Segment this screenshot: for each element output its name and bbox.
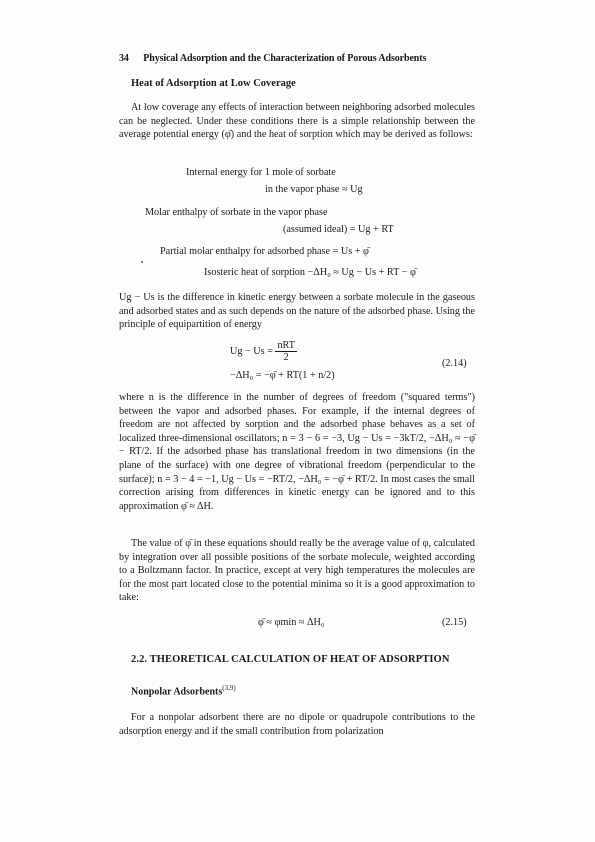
running-header: [119, 53, 426, 64]
fraction-numerator: nRT: [277, 340, 295, 351]
paragraph-degrees-of-freedom: where n is the difference in the number of degrees of freedom ("squared terms") between the vapor and adsorbed phases. For example, if the internal degrees of freedom are not affected by sorption and the adsorbed phase behaves as a set of localized three-dimensional oscillators; n = 3 − 6 = −3, Ug − Us = −3kT/2, −ΔH₀ ≈ −φ̄ − RT/2. If the adsorbed phase has translational freedom in two dimensions (in the plane of the surface) with one degree of vibrational freedom (perpendicular to the surface); n = 3 − 4 = −1, Ug − Us = −RT/2, −ΔH₀ = −φ̄ + RT/2. In most cases the small correction arising from differences in kinetic energy can be ignored and to this approximation φ̄ ≈ ΔH.: [119, 392, 475, 512]
equation-2-14-line-1: [230, 340, 297, 363]
derivation-line-3: Molar enthalpy of sorbate in the vapor phase: [145, 207, 328, 218]
running-title: Physical Adsorption and the Characterization of Porous Adsorbents: [143, 53, 427, 64]
equation-number-2-14: (2.14): [442, 358, 467, 369]
paragraph-kinetic-energy: Ug − Us is the difference in kinetic energy between a sorbate molecule in the gaseous and adsorbed states and as such depends on the nature of the adsorbed phase. Using the principle of equipartition of energy: [119, 292, 475, 331]
reference-superscript: (3,9): [222, 684, 236, 692]
equation-2-14-line-2: −ΔH₀ = −φ̄ + RT(1 + n/2): [230, 370, 335, 381]
equation-number-2-15: (2.15): [442, 617, 467, 628]
equation-2-15: φ̄ ≈ φmin ≈ ΔH₀: [258, 617, 325, 628]
derivation-line-5: Partial molar enthalpy for adsorbed phase = Us + φ̄: [160, 246, 369, 257]
fraction-denominator: 2: [283, 352, 289, 363]
derivation-line-4: (assumed ideal) = Ug + RT: [283, 224, 394, 235]
derivation-line-6: Isosteric heat of sorption −ΔH₀ ≈ Ug − Us + RT − φ̄: [204, 267, 416, 278]
equation-lhs: Ug − Us =: [230, 345, 276, 357]
subsection-title: Heat of Adsorption at Low Coverage: [131, 78, 296, 89]
section-heading: 2.2. THEORETICAL CALCULATION OF HEAT OF ADSORPTION: [131, 654, 450, 665]
paragraph-nonpolar: For a nonpolar adsorbent there are no dipole or quadrupole contributions to the adsorption energy and if the small contribution from polarization: [119, 712, 475, 737]
paragraph-boltzmann: The value of φ̄ in these equations should really be the average value of φ, calculated by integration over all possible positions of the sorbate molecule, weighted according to a Boltzmann factor. In practice, except at very high temperatures the molecules are for the most part located close to the potential minima so it is a good approximation to take:: [119, 538, 475, 604]
page-number: 34: [119, 53, 129, 64]
fraction: [275, 340, 297, 363]
page-speck: [141, 261, 143, 263]
derivation-line-1: Internal energy for 1 mole of sorbate: [186, 167, 336, 178]
derivation-line-2: in the vapor phase ≈ Ug: [265, 184, 363, 195]
nonpolar-heading: [131, 684, 236, 697]
nonpolar-heading-text: Nonpolar Adsorbents: [131, 686, 223, 698]
intro-paragraph: At low coverage any effects of interaction between neighboring adsorbed molecules can be neglected. Under these conditions there is a simple relationship between the average potential energy (φ̄) and the heat of sorption which may be derived as follows:: [119, 102, 475, 141]
